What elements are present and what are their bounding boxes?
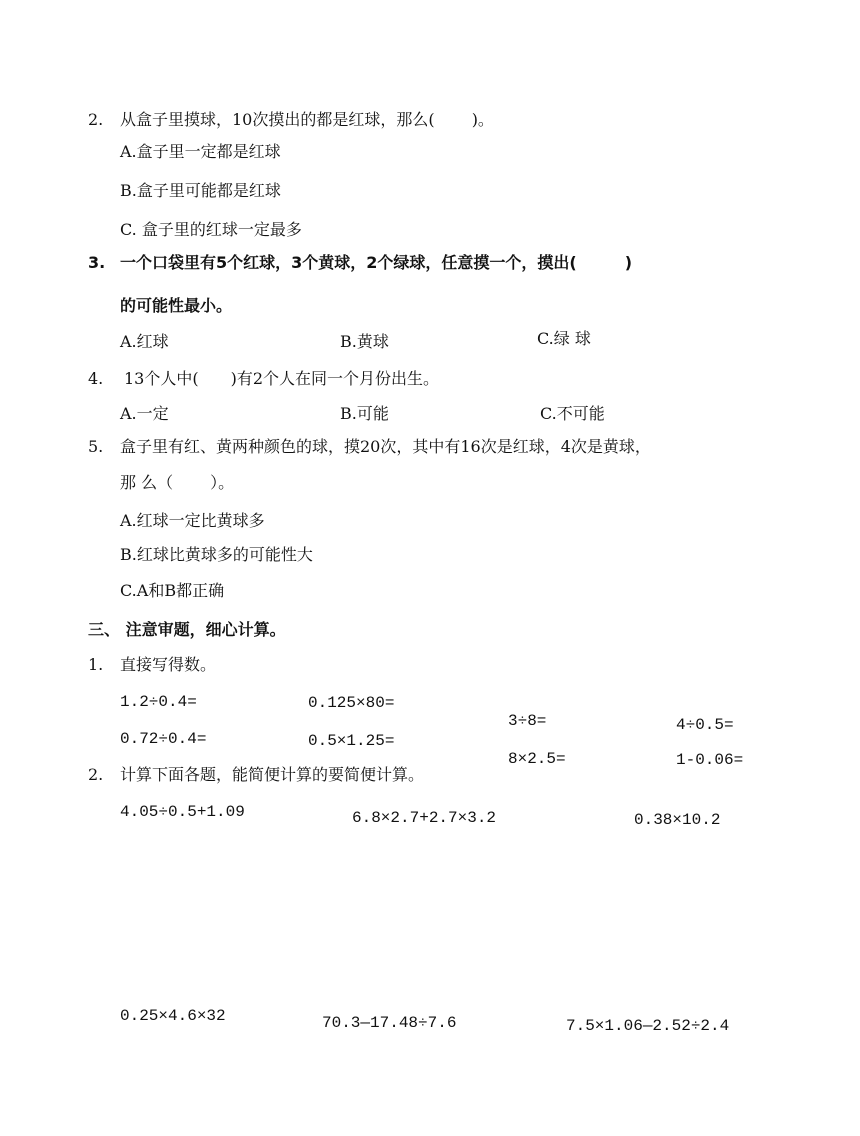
- q4-stem: 13个人中( )有2个人在同一个月份出生。: [124, 369, 440, 388]
- q5-stem-line1: 盒子里有红、黄两种颜色的球，摸20次，其中有16次是红球，4次是黄球，: [120, 437, 651, 456]
- calc2-number: 2.: [88, 765, 104, 784]
- q5-option-c: C.A和B都正确: [120, 581, 225, 600]
- calc1-item-1: 1.2÷0.4=: [120, 693, 197, 711]
- section-3-heading: 三、 注意审题，细心计算。: [88, 620, 286, 639]
- q2-option-a: A.盒子里一定都是红球: [120, 142, 281, 161]
- calc1-item-8: 1-0.06=: [676, 751, 744, 769]
- q2-number: 2.: [88, 110, 104, 129]
- calc2-item-6: 7.5×1.06—2.52÷2.4: [566, 1017, 730, 1035]
- calc1-item-7: 8×2.5=: [508, 750, 566, 768]
- q4-option-c: C.不可能: [540, 404, 605, 423]
- calc2-item-4: 0.25×4.6×32: [120, 1007, 226, 1025]
- calc2-title: 计算下面各题，能简便计算的要简便计算。: [120, 765, 425, 784]
- calc1-item-3: 3÷8=: [508, 712, 547, 730]
- calc1-item-5: 0.72÷0.4=: [120, 730, 207, 748]
- calc1-number: 1.: [88, 655, 104, 674]
- q2-stem: 从盒子里摸球，10次摸出的都是红球，那么( )。: [120, 110, 494, 129]
- calc1-item-6: 0.5×1.25=: [308, 732, 395, 750]
- calc2-item-5: 70.3—17.48÷7.6: [322, 1014, 457, 1032]
- calc2-item-3: 0.38×10.2: [634, 811, 721, 829]
- q2-option-c: C. 盒子里的红球一定最多: [120, 220, 302, 239]
- q5-number: 5.: [88, 437, 104, 456]
- q3-option-b: B.黄球: [340, 332, 389, 351]
- q3-option-a: A.红球: [120, 332, 169, 351]
- calc2-item-1: 4.05÷0.5+1.09: [120, 803, 245, 821]
- q5-option-a: A.红球一定比黄球多: [120, 511, 265, 530]
- calc2-item-2: 6.8×2.7+2.7×3.2: [352, 809, 497, 827]
- q3-number: 3.: [88, 253, 106, 272]
- q3-stem-line2: 的可能性最小。: [120, 296, 233, 315]
- calc1-item-2: 0.125×80=: [308, 694, 395, 712]
- q5-stem-line2: 那 么（ ）。: [120, 473, 235, 492]
- q4-number: 4.: [88, 369, 104, 388]
- q4-option-b: B.可能: [340, 404, 389, 423]
- q2-option-b: B.盒子里可能都是红球: [120, 181, 281, 200]
- q4-option-a: A.一定: [120, 404, 169, 423]
- calc1-title: 直接写得数。: [120, 655, 217, 674]
- q3-stem-line1: 一个口袋里有5个红球，3个黄球，2个绿球，任意摸一个，摸出( ): [120, 253, 633, 272]
- calc1-item-4: 4÷0.5=: [676, 716, 734, 734]
- q5-option-b: B.红球比黄球多的可能性大: [120, 545, 313, 564]
- q3-option-c: C.绿 球: [537, 329, 591, 348]
